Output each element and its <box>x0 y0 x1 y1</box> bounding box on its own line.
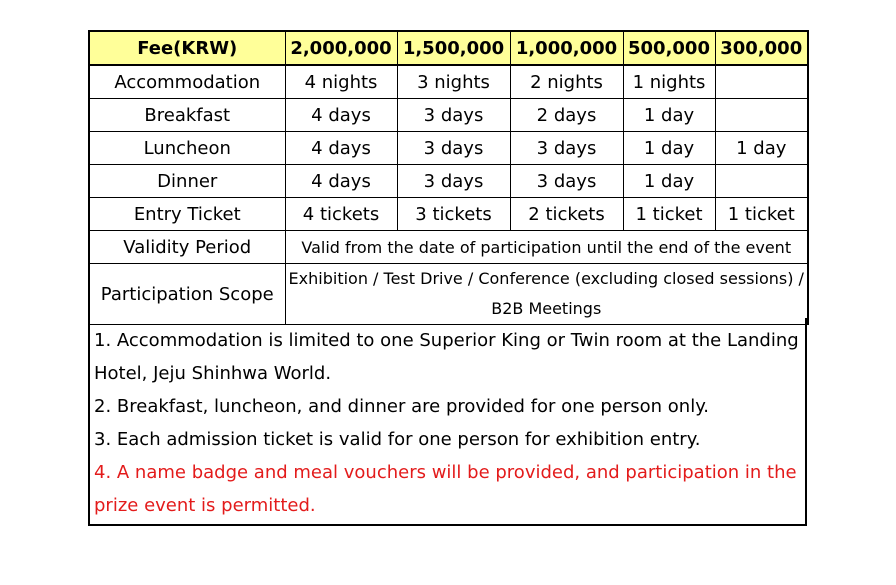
table-cell <box>715 65 808 99</box>
row-label: Dinner <box>89 165 285 198</box>
table-row-luncheon <box>89 132 808 165</box>
table-cell: 1 nights <box>623 65 715 99</box>
row-label: Luncheon <box>89 132 285 165</box>
table-cell <box>715 165 808 198</box>
table-cell: 1 ticket <box>623 198 715 231</box>
validity-period-value: Valid from the date of participation until the end of the event <box>285 231 808 264</box>
table-cell: 1 day <box>623 165 715 198</box>
note-item: 3. Each admission ticket is valid for one person for exhibition entry. <box>94 429 701 450</box>
table-cell: 3 days <box>510 132 623 165</box>
header-tier-2000000: 2,000,000 <box>285 31 397 65</box>
table-cell: 1 ticket <box>715 198 808 231</box>
header-fee-label: Fee(KRW) <box>89 31 285 65</box>
header-tier-500000: 500,000 <box>623 31 715 65</box>
row-label: Breakfast <box>89 99 285 132</box>
table-row-dinner <box>89 165 808 198</box>
fee-table <box>88 30 809 325</box>
table-row-breakfast <box>89 99 808 132</box>
note-item: 1. Accommodation is limited to one Superior King or Twin room at the Landing Hotel, Jeju Shinhwa World. <box>94 330 799 384</box>
table-cell: 3 days <box>510 165 623 198</box>
participation-scope-value: Exhibition / Test Drive / Conference (excluding closed sessions) / B2B Meetings <box>285 264 808 325</box>
table-cell: 2 tickets <box>510 198 623 231</box>
row-label: Accommodation <box>89 65 285 99</box>
table-cell: 3 tickets <box>397 198 510 231</box>
row-label: Validity Period <box>89 231 285 264</box>
note-item-highlight: 4. A name badge and meal vouchers will be provided, and participation in the prize event is permitted. <box>94 462 797 516</box>
table-cell: 4 tickets <box>285 198 397 231</box>
notes-box <box>88 318 807 526</box>
row-label: Entry Ticket <box>89 198 285 231</box>
note-item: 2. Breakfast, luncheon, and dinner are provided for one person only. <box>94 396 710 417</box>
table-cell: 4 nights <box>285 65 397 99</box>
table-cell: 2 days <box>510 99 623 132</box>
table-cell <box>715 99 808 132</box>
table-row-validity-period <box>89 231 808 264</box>
row-label: Participation Scope <box>89 264 285 325</box>
table-cell: 3 days <box>397 132 510 165</box>
table-cell: 4 days <box>285 99 397 132</box>
header-tier-300000: 300,000 <box>715 31 808 65</box>
table-row-participation-scope <box>89 264 808 325</box>
table-cell: 1 day <box>623 99 715 132</box>
table-row-accommodation <box>89 65 808 99</box>
table-cell: 1 day <box>715 132 808 165</box>
table-row-entry-ticket <box>89 198 808 231</box>
table-cell: 1 day <box>623 132 715 165</box>
table-header-row <box>89 31 808 65</box>
table-cell: 4 days <box>285 165 397 198</box>
table-cell: 3 nights <box>397 65 510 99</box>
table-cell: 3 days <box>397 165 510 198</box>
table-cell: 3 days <box>397 99 510 132</box>
header-tier-1000000: 1,000,000 <box>510 31 623 65</box>
table-cell: 2 nights <box>510 65 623 99</box>
header-tier-1500000: 1,500,000 <box>397 31 510 65</box>
table-cell: 4 days <box>285 132 397 165</box>
